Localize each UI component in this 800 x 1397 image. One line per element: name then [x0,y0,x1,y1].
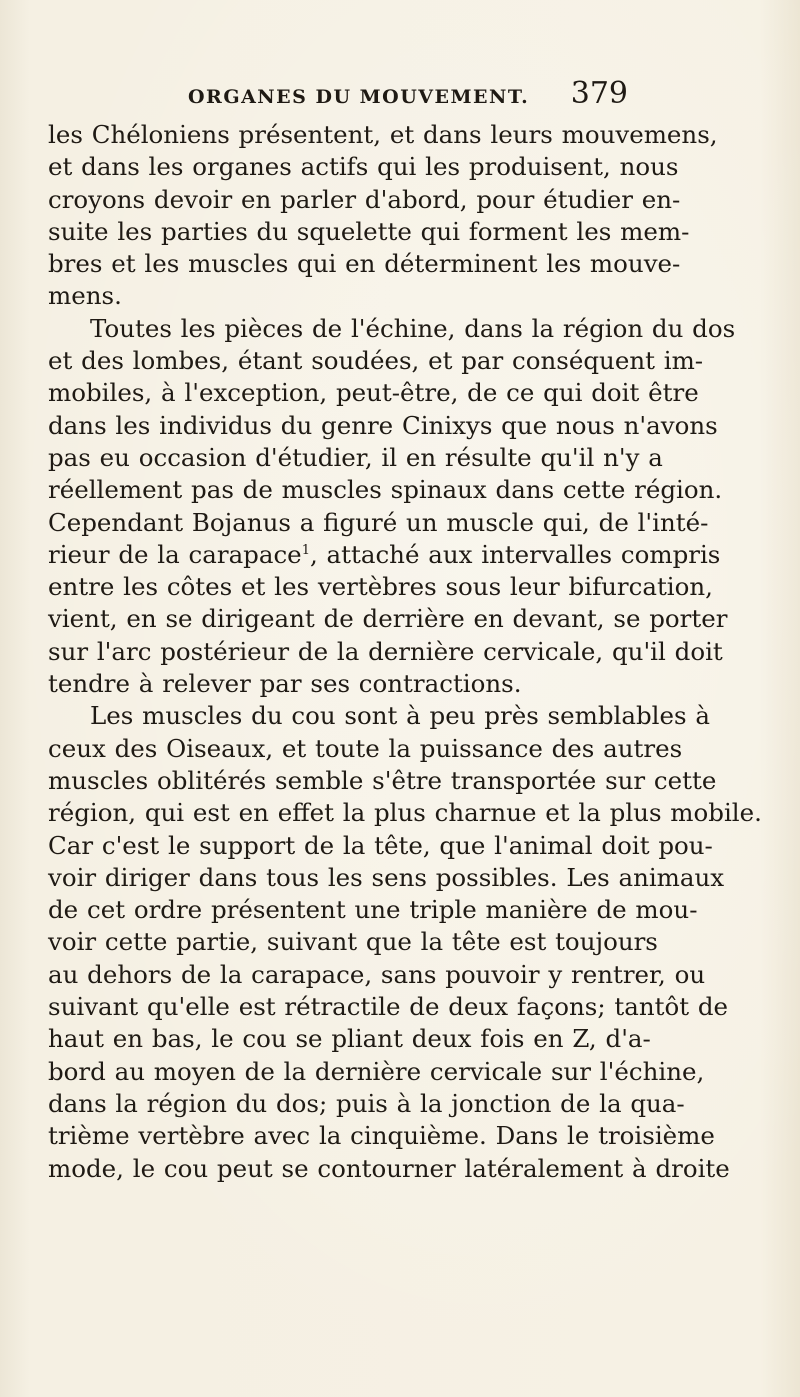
text-line: pas eu occasion d'étudier, il en résulte qu'il n'y a [48,442,663,472]
text-line: sur l'arc postérieur de la dernière cervicale, qu'il doit [48,636,723,666]
text-line: et dans les organes actifs qui les produisent, nous [48,152,679,182]
footnote-mark[interactable]: 1 [301,542,310,558]
running-head [188,76,628,116]
text-line: voir cette partie, suivant que la tête est toujours [48,927,658,957]
text-line: et des lombes, étant soudées, et par conséquent im- [48,346,704,376]
text-line: mobiles, à l'exception, peut-être, de ce qui doit être [48,378,699,408]
page-number: 379 [570,76,628,111]
text-line: mode, le cou peut se contourner latéralement à droite [48,1153,730,1183]
text-line: les Chéloniens présentent, et dans leurs mouvemens, [48,120,718,149]
text-line-with-footnote [48,539,721,571]
text-line: croyons devoir en parler d'abord, pour étudier en- [48,184,681,214]
text-line: au dehors de la carapace, sans pouvoir y rentrer, ou [48,959,706,989]
text-line: de cet ordre présentent une triple manière de mou- [48,895,698,925]
text-line: suivant qu'elle est rétractile de deux façons; tantôt de [48,992,729,1022]
text-line: vient, en se dirigeant de derrière en devant, se porter [48,604,728,634]
text-line: haut en bas, le cou se pliant deux fois en Z, d'a- [48,1024,651,1054]
text-line: dans la région du dos; puis à la jonction de la qua- [48,1088,685,1118]
text-line: région, qui est en effet la plus charnue et la plus mobile. [48,798,762,828]
body-text [48,119,762,1185]
paragraph-start-line: Les muscles du cou sont à peu près semblables à [90,701,710,731]
text-line: Car c'est le support de la tête, que l'animal doit pou- [48,830,713,860]
paragraph-start-line: Toutes les pièces de l'échine, dans la région du dos [90,313,736,343]
text-line: trième vertèbre avec la cinquième. Dans le troisième [48,1121,715,1151]
text-line: voir diriger dans tous les sens possibles. Les animaux [48,862,725,892]
text-segment: rieur de la carapace [48,539,302,569]
text-line: suite les parties du squelette qui forment les mem- [48,216,690,246]
text-line: entre les côtes et les vertèbres sous leur bifurcation, [48,572,713,602]
text-line: Cependant Bojanus a figuré un muscle qui, de l'inté- [48,507,709,537]
text-line: tendre à relever par ses contractions. [48,669,522,699]
text-line: réellement pas de muscles spinaux dans cette région. [48,475,723,505]
text-line: dans les individus du genre Cinixys que nous n'avons [48,410,718,440]
text-line: mens. [48,281,122,311]
text-line: ceux des Oiseaux, et toute la puissance des autres [48,733,683,763]
text-line: muscles oblitérés semble s'être transportée sur cette [48,765,717,795]
text-line: bres et les muscles qui en déterminent les mouve- [48,249,681,279]
text-segment: , attaché aux intervalles compris [309,539,721,569]
text-line: bord au moyen de la dernière cervicale sur l'échine, [48,1056,705,1086]
running-title: ORGANES DU MOUVEMENT. [188,86,530,108]
